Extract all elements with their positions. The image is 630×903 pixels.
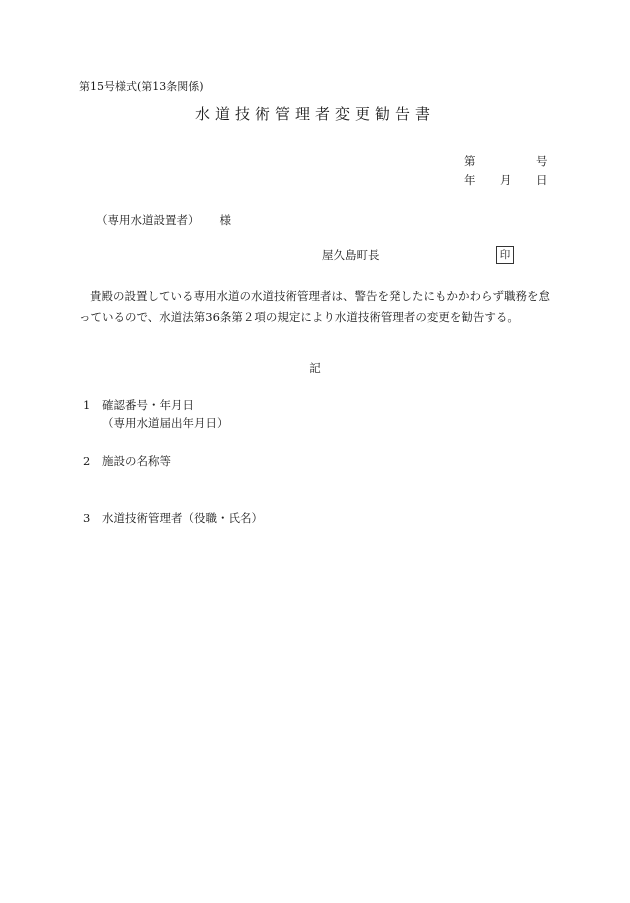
year-label: 年 <box>464 173 476 187</box>
item-number: 1 <box>83 398 91 412</box>
body-text: 貴殿の設置している専用水道の水道技術管理者は、警告を発したにもかかわらず職務を怠っているので、水道法第36条第２項の規定により水道技術管理者の変更を勧告する。 <box>79 289 550 324</box>
list-item-3 <box>83 511 263 527</box>
item-label: 水道技術管理者（役職・氏名） <box>102 511 263 525</box>
list-item-2 <box>83 454 171 470</box>
list-item-1 <box>83 398 194 414</box>
date-row <box>464 173 548 192</box>
addressee <box>96 213 231 229</box>
month-label: 月 <box>500 173 512 187</box>
ki-heading: 記 <box>309 361 321 375</box>
form-number: 第15号様式(第13条関係) <box>79 80 204 93</box>
issuer-title: 屋久島町長 <box>322 248 380 262</box>
day-label: 日 <box>536 173 548 187</box>
item-number: 3 <box>83 511 91 525</box>
document-title: 水道技術管理者変更勧告書 <box>194 105 435 123</box>
item-label: 確認番号・年月日 <box>102 398 194 412</box>
seal-mark: 印 <box>496 246 514 264</box>
item-label: 施設の名称等 <box>102 454 171 468</box>
document-number-row <box>464 154 548 173</box>
go-label: 号 <box>536 154 548 168</box>
addressee-honorific: 様 <box>219 213 231 227</box>
addressee-name: （専用水道設置者） <box>96 213 200 227</box>
item-number: 2 <box>83 454 91 468</box>
dai-label: 第 <box>464 154 476 168</box>
document-number-date-block <box>464 154 548 192</box>
list-item-1-sub: （専用水道届出年月日） <box>102 416 229 430</box>
